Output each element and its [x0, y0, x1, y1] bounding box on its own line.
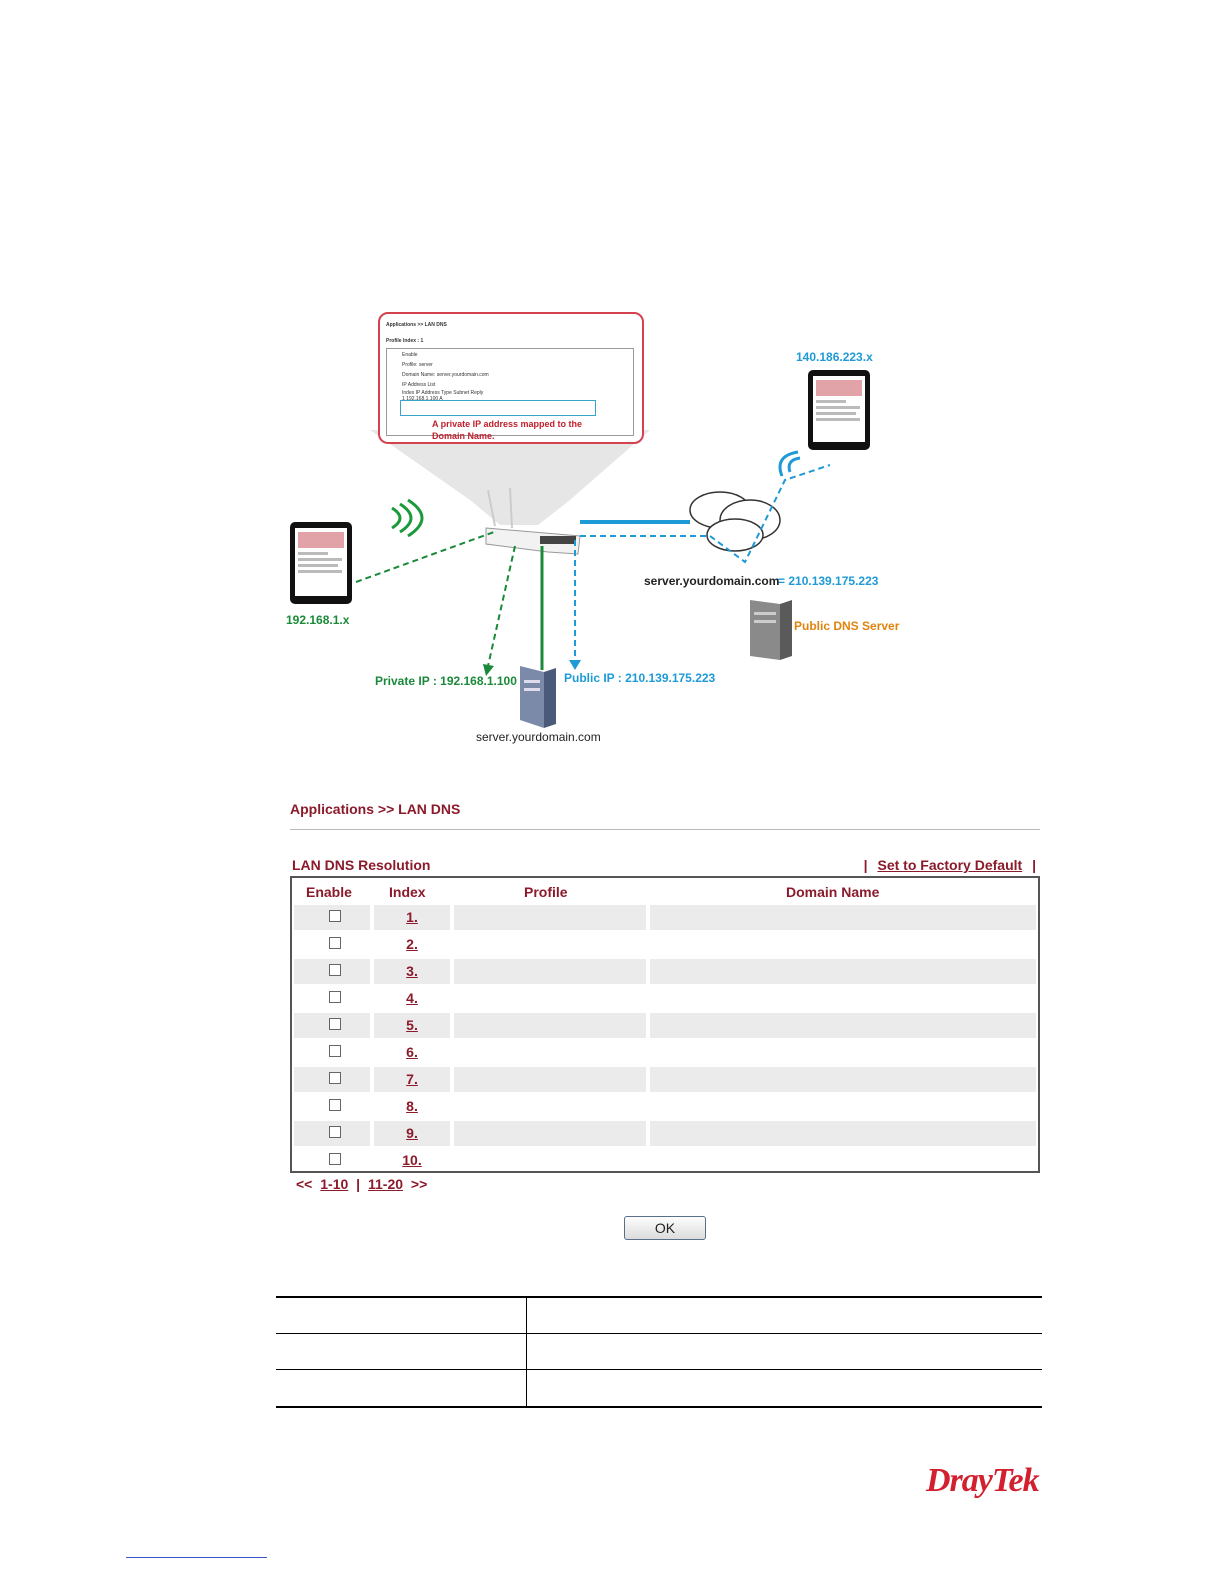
callout-ip-box: [400, 400, 596, 416]
lan-dns-table: [290, 876, 1040, 1173]
draytek-logo: DrayTek: [926, 1462, 1039, 1499]
header-profile: Profile: [524, 884, 568, 900]
header-domain: Domain Name: [786, 884, 880, 900]
callout-domain: Domain Name: server.yourdomain.com: [402, 372, 489, 378]
domain-cell: [650, 1067, 1036, 1092]
index-cell: [374, 1040, 450, 1065]
enable-cell: [294, 1013, 370, 1038]
enable-cell: [294, 1094, 370, 1119]
profile-cell: [454, 932, 646, 957]
table-row: [294, 1067, 1036, 1092]
index-link[interactable]: 10.: [402, 1152, 422, 1168]
enable-checkbox[interactable]: [329, 1126, 341, 1138]
domain-cell: [650, 986, 1036, 1011]
table-row: [294, 1094, 1036, 1119]
index-link[interactable]: 5.: [406, 1017, 418, 1033]
table-row: [294, 1013, 1036, 1038]
index-cell: [374, 905, 450, 930]
profile-cell: [454, 1148, 646, 1173]
table-row: [294, 1040, 1036, 1065]
enable-cell: [294, 986, 370, 1011]
enable-checkbox[interactable]: [329, 910, 341, 922]
table-row: [294, 932, 1036, 957]
domain-mapping-label: server.yourdomain.com: [644, 574, 780, 588]
index-cell: [374, 1013, 450, 1038]
profile-cell: [454, 986, 646, 1011]
index-cell: [374, 959, 450, 984]
enable-cell: [294, 959, 370, 984]
index-link[interactable]: 2.: [406, 936, 418, 952]
private-ip-label: Private IP : 192.168.1.100: [375, 674, 517, 688]
domain-cell: [650, 905, 1036, 930]
index-link[interactable]: 8.: [406, 1098, 418, 1114]
local-ip-label: 192.168.1.x: [286, 613, 350, 627]
callout-funnel: [370, 430, 650, 525]
breadcrumb: Applications >> LAN DNS: [290, 801, 461, 817]
callout-ip-list: IP Address List: [402, 382, 436, 388]
network-diagram: [280, 300, 940, 760]
public-dns-label: Public DNS Server: [794, 619, 900, 633]
callout-ip-row: 1 192.168.1.100 A: [402, 396, 443, 402]
pager-separator: |: [356, 1176, 361, 1192]
profile-cell: [454, 959, 646, 984]
enable-checkbox[interactable]: [329, 1045, 341, 1057]
table-row-rule: [276, 1333, 1042, 1334]
index-link[interactable]: 6.: [406, 1044, 418, 1060]
wifi-signal-icon: [392, 500, 422, 536]
table-row: [294, 986, 1036, 1011]
domain-cell: [650, 959, 1036, 984]
footer-rule: [126, 1557, 267, 1558]
enable-checkbox[interactable]: [329, 1072, 341, 1084]
pager-prev[interactable]: <<: [296, 1176, 313, 1192]
private-path: [488, 546, 515, 666]
enable-checkbox[interactable]: [329, 991, 341, 1003]
set-factory-default-link[interactable]: Set to Factory Default: [877, 857, 1023, 873]
callout-title: Applications >> LAN DNS: [386, 322, 447, 328]
domain-cell: [650, 932, 1036, 957]
callout-profile: Profile: server: [402, 362, 433, 368]
dns-server-icon: [750, 600, 792, 660]
index-link[interactable]: 9.: [406, 1125, 418, 1141]
profile-cell: [454, 905, 646, 930]
table-row: [294, 1148, 1036, 1173]
callout-note: [432, 418, 582, 442]
section-title: LAN DNS Resolution: [292, 857, 431, 873]
web-server-icon: [520, 666, 556, 728]
callout-ip-header: Index IP Address Type Subnet Reply: [402, 390, 484, 396]
index-cell: [374, 1094, 450, 1119]
header-index: Index: [389, 884, 426, 900]
enable-checkbox[interactable]: [329, 937, 341, 949]
domain-cell: [650, 1094, 1036, 1119]
separator-left: |: [863, 857, 868, 873]
pager-page-1-10[interactable]: 1-10: [320, 1176, 349, 1192]
enable-cell: [294, 905, 370, 930]
profile-cell: [454, 1040, 646, 1065]
local-tablet-icon: [290, 522, 352, 604]
pager-page-11-20[interactable]: 11-20: [367, 1176, 404, 1192]
table-top-rule: [276, 1296, 1042, 1298]
callout-profile-index: Profile Index : 1: [386, 338, 424, 344]
index-cell: [374, 932, 450, 957]
enable-cell: [294, 1148, 370, 1173]
index-cell: [374, 1067, 450, 1092]
header-divider: [290, 829, 1040, 830]
remote-ip-label: 140.186.223.x: [796, 350, 873, 364]
index-link[interactable]: 7.: [406, 1071, 418, 1087]
domain-cell: [650, 1121, 1036, 1146]
enable-cell: [294, 1040, 370, 1065]
table-row: [294, 905, 1036, 930]
local-client-path: [356, 532, 494, 582]
enable-checkbox[interactable]: [329, 1099, 341, 1111]
profile-cell: [454, 1067, 646, 1092]
domain-cell: [650, 1040, 1036, 1065]
table-row-rule: [276, 1369, 1042, 1370]
pager-next[interactable]: >>: [410, 1176, 428, 1192]
internet-cloud-icon: [690, 492, 780, 551]
header-enable: Enable: [306, 884, 352, 900]
callout-enable: Enable: [402, 352, 418, 358]
index-cell: [374, 986, 450, 1011]
server-name-label: server.yourdomain.com: [476, 730, 601, 744]
enable-checkbox[interactable]: [329, 1018, 341, 1030]
enable-checkbox[interactable]: [329, 964, 341, 976]
domain-cell: [650, 1148, 1036, 1173]
enable-cell: [294, 1121, 370, 1146]
table-row: [294, 1121, 1036, 1146]
table-row: [294, 959, 1036, 984]
index-link[interactable]: 4.: [406, 990, 418, 1006]
callout-note-line2: Domain Name.: [432, 431, 495, 441]
index-link[interactable]: 3.: [406, 963, 418, 979]
remote-tablet-icon: [808, 370, 870, 450]
enable-cell: [294, 932, 370, 957]
index-link[interactable]: 1.: [406, 909, 418, 925]
ok-button[interactable]: OK: [624, 1216, 706, 1240]
description-table: [276, 1296, 1042, 1408]
profile-cell: [454, 1094, 646, 1119]
profile-cell: [454, 1013, 646, 1038]
callout-note-line1: A private IP address mapped to the: [432, 419, 583, 429]
table-column-divider: [526, 1298, 527, 1406]
pagination: [292, 1176, 431, 1192]
domain-mapping-ip: = 210.139.175.223: [778, 574, 879, 588]
enable-cell: [294, 1067, 370, 1092]
index-cell: [374, 1121, 450, 1146]
factory-default-bar: [864, 857, 1036, 873]
enable-checkbox[interactable]: [329, 1153, 341, 1165]
index-cell: [374, 1148, 450, 1173]
profile-cell: [454, 1121, 646, 1146]
wifi-signal-remote-icon: [780, 452, 800, 476]
lan-dns-callout: [378, 312, 644, 444]
domain-cell: [650, 1013, 1036, 1038]
table-bottom-rule: [276, 1406, 1042, 1408]
separator-right: |: [1032, 857, 1036, 873]
public-ip-label: Public IP : 210.139.175.223: [564, 671, 716, 685]
